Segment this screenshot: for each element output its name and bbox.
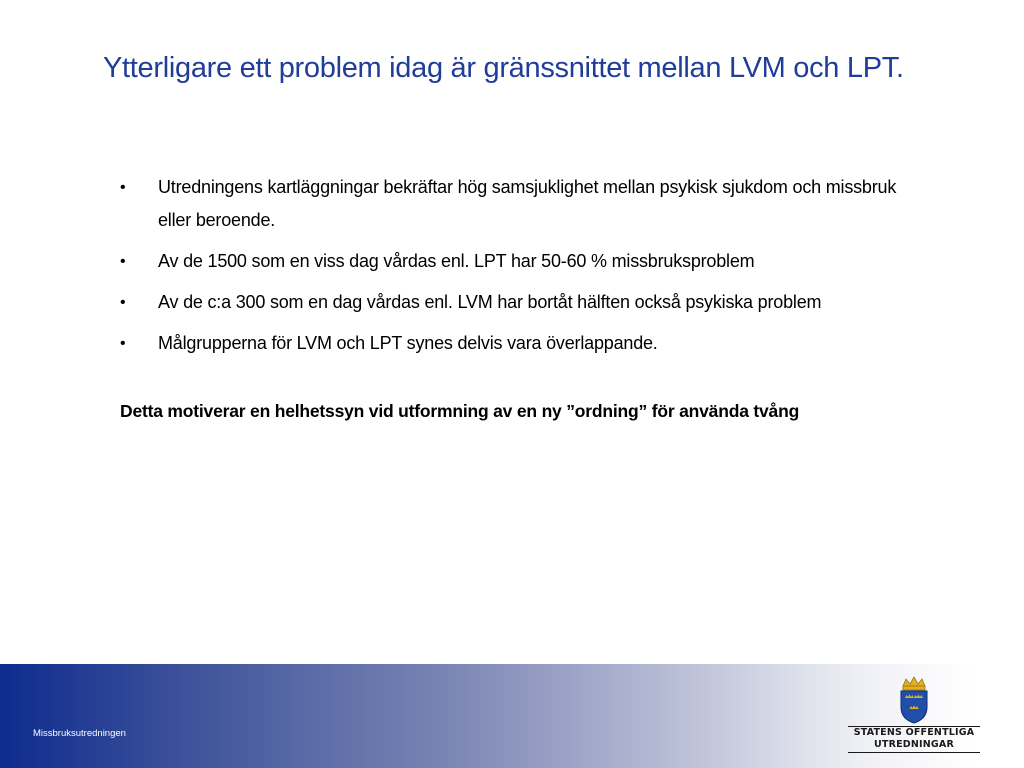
bullet-text: Målgrupperna för LVM och LPT synes delvis vara överlappande. [158,333,658,353]
sou-logo [845,676,983,758]
bullet-item [120,286,920,319]
crowned-shield-emblem-icon [895,676,933,724]
logo-line-1: STATENS OFFENTLIGA [853,727,975,738]
bullet-marker: • [120,335,126,352]
bullet-marker: • [120,253,126,270]
logo-line-2: UTREDNINGAR [874,739,954,750]
bullet-list [120,171,920,368]
bullet-item [120,245,920,278]
slide-title: Ytterligare ett problem idag är gränssnittet mellan LVM och LPT. [103,52,904,84]
bullet-marker: • [120,179,126,196]
bullet-text: Utredningens kartläggningar bekräftar hög samsjuklighet mellan psykisk sjukdom och missbruk eller beroende. [158,177,897,230]
conclusion-text: Detta motiverar en helhetssyn vid utformning av en ny ”ordning” för använda tvång [120,401,800,421]
bullet-text: Av de c:a 300 som en dag vårdas enl. LVM har bortåt hälften också psykiska problem [158,292,822,312]
bullet-marker: • [120,294,126,311]
bullet-item [120,327,920,360]
logo-rule-bottom [848,752,980,753]
bullet-item [120,171,920,237]
footer-label: Missbruksutredningen [33,728,126,739]
bullet-text: Av de 1500 som en viss dag vårdas enl. LPT har 50-60 % missbruksproblem [158,251,755,271]
